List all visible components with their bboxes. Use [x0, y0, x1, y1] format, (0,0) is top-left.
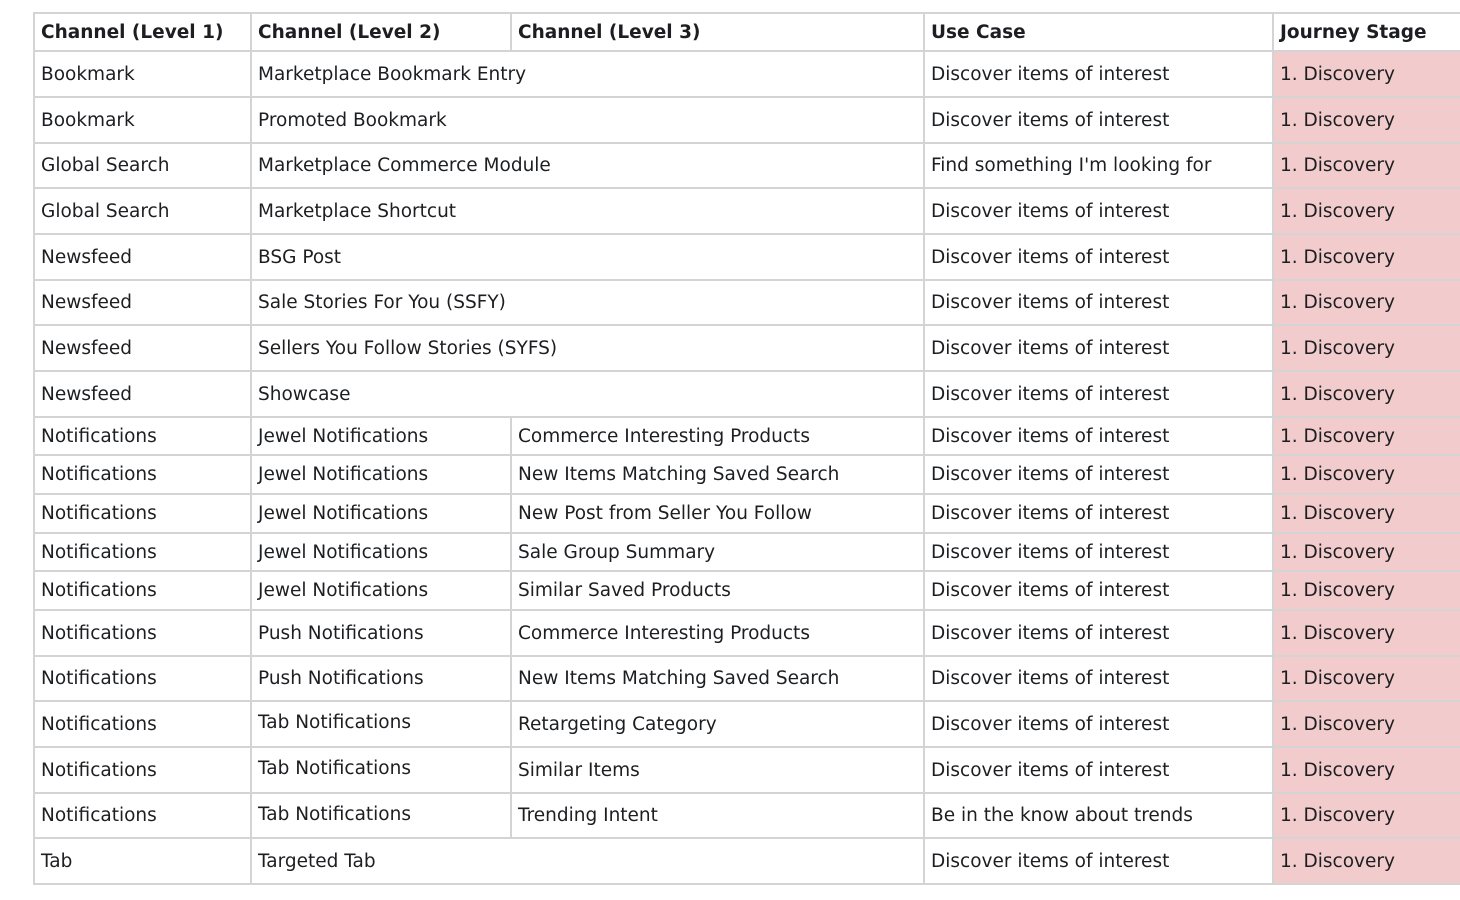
- table-row: [34, 793, 1460, 838]
- cell-journey-stage: 1. Discovery: [1273, 533, 1460, 571]
- cell-channel-level-3: New Items Matching Saved Search: [511, 455, 924, 494]
- cell-channel-level-2: Jewel Notifications: [251, 417, 511, 455]
- cell-use-case: Discover items of interest: [924, 656, 1273, 701]
- header-channel-level-3: Channel (Level 3): [511, 13, 924, 51]
- cell-channel-level-1: Global Search: [34, 188, 251, 234]
- cell-use-case: Discover items of interest: [924, 571, 1273, 610]
- cell-channel-level-1: Notifications: [34, 747, 251, 793]
- cell-journey-stage: 1. Discovery: [1273, 280, 1460, 325]
- cell-channel-level-1: Notifications: [34, 417, 251, 455]
- cell-journey-stage: 1. Discovery: [1273, 793, 1460, 838]
- cell-channel-level-1: Newsfeed: [34, 371, 251, 417]
- table-row: [34, 533, 1460, 571]
- cell-channel-level-2: Jewel Notifications: [251, 494, 511, 533]
- cell-use-case: Discover items of interest: [924, 838, 1273, 884]
- table-row: [34, 188, 1460, 234]
- cell-channel-level-2: Showcase: [251, 371, 924, 417]
- cell-use-case: Discover items of interest: [924, 610, 1273, 656]
- cell-channel-level-1: Global Search: [34, 143, 251, 188]
- cell-channel-level-3: Trending Intent: [511, 793, 924, 838]
- cell-channel-level-3: Similar Saved Products: [511, 571, 924, 610]
- cell-use-case: Discover items of interest: [924, 417, 1273, 455]
- table-row: [34, 325, 1460, 371]
- cell-channel-level-3: Commerce Interesting Products: [511, 417, 924, 455]
- cell-journey-stage: 1. Discovery: [1273, 747, 1460, 793]
- cell-channel-level-2: Marketplace Commerce Module: [251, 143, 924, 188]
- cell-channel-level-2: Jewel Notifications: [251, 455, 511, 494]
- cell-channel-level-2: Tab Notifications: [251, 747, 511, 793]
- cell-channel-level-2: Jewel Notifications: [251, 571, 511, 610]
- cell-journey-stage: 1. Discovery: [1273, 371, 1460, 417]
- table-row: [34, 143, 1460, 188]
- cell-journey-stage: 1. Discovery: [1273, 417, 1460, 455]
- table-row: [34, 701, 1460, 747]
- table-row: [34, 838, 1460, 884]
- cell-channel-level-1: Notifications: [34, 656, 251, 701]
- cell-journey-stage: 1. Discovery: [1273, 701, 1460, 747]
- cell-channel-level-2: Tab Notifications: [251, 701, 511, 747]
- cell-use-case: Discover items of interest: [924, 371, 1273, 417]
- cell-channel-level-1: Notifications: [34, 494, 251, 533]
- cell-channel-level-1: Notifications: [34, 455, 251, 494]
- cell-channel-level-1: Newsfeed: [34, 234, 251, 280]
- cell-journey-stage: 1. Discovery: [1273, 494, 1460, 533]
- cell-channel-level-2: Push Notifications: [251, 656, 511, 701]
- cell-use-case: Discover items of interest: [924, 747, 1273, 793]
- cell-channel-level-2: Sale Stories For You (SSFY): [251, 280, 924, 325]
- cell-channel-level-2: Promoted Bookmark: [251, 97, 924, 143]
- table-row: [34, 610, 1460, 656]
- cell-use-case: Discover items of interest: [924, 97, 1273, 143]
- table-row: [34, 455, 1460, 494]
- cell-channel-level-2: Tab Notifications: [251, 793, 511, 838]
- table-row: [34, 97, 1460, 143]
- cell-journey-stage: 1. Discovery: [1273, 143, 1460, 188]
- cell-journey-stage: 1. Discovery: [1273, 610, 1460, 656]
- cell-journey-stage: 1. Discovery: [1273, 325, 1460, 371]
- cell-channel-level-3: Similar Items: [511, 747, 924, 793]
- table-header-row: [34, 13, 1460, 51]
- cell-channel-level-3: New Items Matching Saved Search: [511, 656, 924, 701]
- header-channel-level-1: Channel (Level 1): [34, 13, 251, 51]
- cell-use-case: Discover items of interest: [924, 455, 1273, 494]
- cell-channel-level-1: Notifications: [34, 571, 251, 610]
- cell-channel-level-1: Notifications: [34, 701, 251, 747]
- cell-use-case: Discover items of interest: [924, 51, 1273, 97]
- table-row: [34, 747, 1460, 793]
- cell-channel-level-3: Commerce Interesting Products: [511, 610, 924, 656]
- channel-journey-table: [33, 12, 1460, 885]
- header-journey-stage: Journey Stage: [1273, 13, 1460, 51]
- table-row: [34, 494, 1460, 533]
- cell-journey-stage: 1. Discovery: [1273, 656, 1460, 701]
- cell-channel-level-3: New Post from Seller You Follow: [511, 494, 924, 533]
- cell-journey-stage: 1. Discovery: [1273, 455, 1460, 494]
- cell-journey-stage: 1. Discovery: [1273, 51, 1460, 97]
- cell-channel-level-2: BSG Post: [251, 234, 924, 280]
- cell-use-case: Discover items of interest: [924, 533, 1273, 571]
- table-row: [34, 656, 1460, 701]
- cell-channel-level-1: Notifications: [34, 533, 251, 571]
- cell-journey-stage: 1. Discovery: [1273, 97, 1460, 143]
- header-use-case: Use Case: [924, 13, 1273, 51]
- cell-channel-level-2: Marketplace Bookmark Entry: [251, 51, 924, 97]
- cell-channel-level-1: Tab: [34, 838, 251, 884]
- header-channel-level-2: Channel (Level 2): [251, 13, 511, 51]
- cell-use-case: Discover items of interest: [924, 701, 1273, 747]
- cell-channel-level-2: Marketplace Shortcut: [251, 188, 924, 234]
- cell-journey-stage: 1. Discovery: [1273, 234, 1460, 280]
- cell-journey-stage: 1. Discovery: [1273, 188, 1460, 234]
- cell-use-case: Discover items of interest: [924, 494, 1273, 533]
- cell-channel-level-2: Targeted Tab: [251, 838, 924, 884]
- cell-use-case: Find something I'm looking for: [924, 143, 1273, 188]
- cell-channel-level-1: Newsfeed: [34, 325, 251, 371]
- cell-channel-level-1: Notifications: [34, 793, 251, 838]
- cell-channel-level-2: Push Notifications: [251, 610, 511, 656]
- cell-channel-level-2: Jewel Notifications: [251, 533, 511, 571]
- cell-channel-level-2: Sellers You Follow Stories (SYFS): [251, 325, 924, 371]
- cell-channel-level-1: Bookmark: [34, 97, 251, 143]
- cell-channel-level-3: Retargeting Category: [511, 701, 924, 747]
- cell-use-case: Discover items of interest: [924, 325, 1273, 371]
- table-row: [34, 234, 1460, 280]
- cell-journey-stage: 1. Discovery: [1273, 571, 1460, 610]
- cell-channel-level-1: Newsfeed: [34, 280, 251, 325]
- table-row: [34, 371, 1460, 417]
- cell-channel-level-1: Notifications: [34, 610, 251, 656]
- table-row: [34, 417, 1460, 455]
- table-row: [34, 280, 1460, 325]
- cell-channel-level-1: Bookmark: [34, 51, 251, 97]
- cell-channel-level-3: Sale Group Summary: [511, 533, 924, 571]
- table-row: [34, 571, 1460, 610]
- cell-use-case: Discover items of interest: [924, 188, 1273, 234]
- cell-journey-stage: 1. Discovery: [1273, 838, 1460, 884]
- cell-use-case: Discover items of interest: [924, 234, 1273, 280]
- table-row: [34, 51, 1460, 97]
- cell-use-case: Discover items of interest: [924, 280, 1273, 325]
- cell-use-case: Be in the know about trends: [924, 793, 1273, 838]
